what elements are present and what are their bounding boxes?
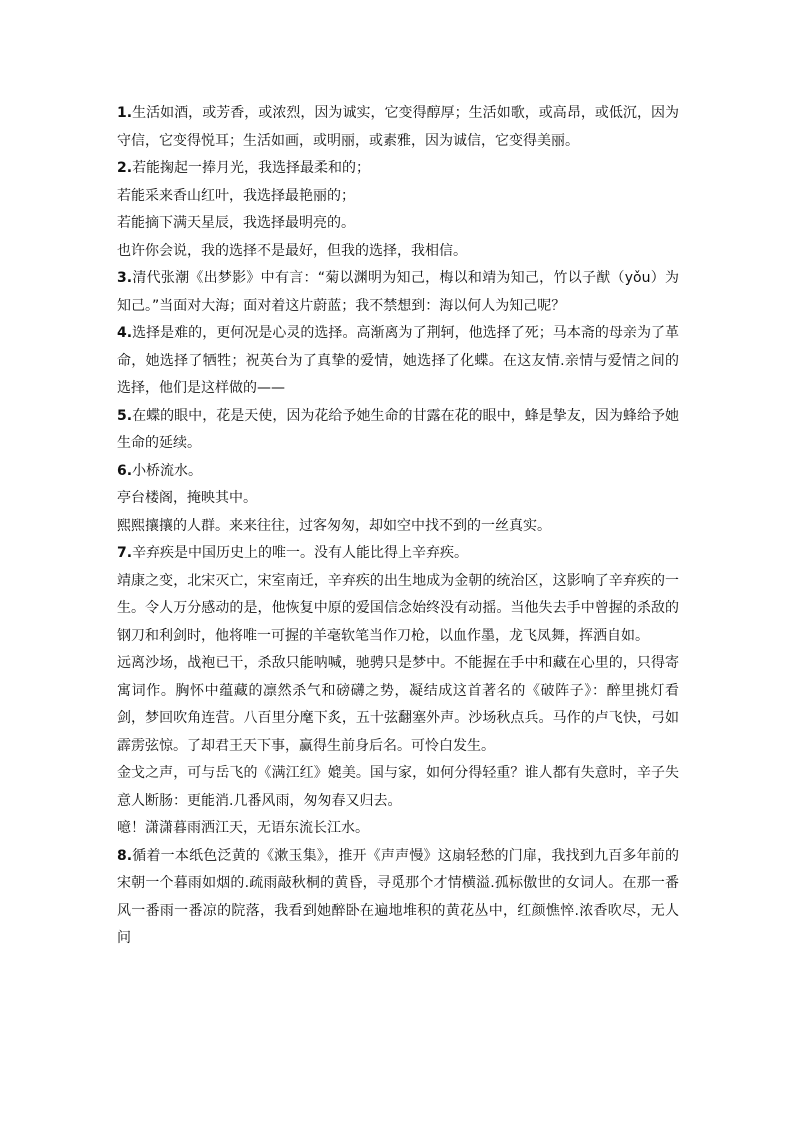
paragraph-text: 金戈之声，可与岳飞的《满江红》媲美。国与家，如何分得轻重？谁人都有失意时，辛子失意人断肠：更能消.几番风雨，匆匆春又归去。 [117, 765, 679, 809]
paragraph-7-body-4 [117, 815, 679, 843]
paragraph-5 [117, 403, 679, 458]
paragraph-6 [117, 458, 679, 486]
paragraph-7 [117, 540, 679, 568]
paragraph-number: 1. [117, 105, 133, 121]
paragraph-number: 5. [117, 407, 133, 424]
paragraph-text: 远离沙场，战袍已干，杀敌只能呐喊，驰骋只是梦中。不能握在手中和藏在心里的，只得寄寓词作。胸怀中蕴藏的凛然杀气和磅礴之势，凝结成这首著名的《破阵子》：醉里挑灯看剑，梦回吹角连营。八百里分麾下炙，五十弦翻塞外声。沙场秋点兵。马作的卢飞快，弓如霹雳弦惊。了却君王天下事，赢得生前身后名。可怜白发生。 [117, 655, 679, 754]
paragraph-text: 若能掬起一捧月光，我选择最柔和的； [132, 160, 371, 176]
paragraph-text: 若能采来香山红叶，我选择最艳丽的； [117, 187, 355, 204]
paragraph-7-body-2 [117, 650, 679, 760]
paragraph-number: 4. [117, 325, 133, 341]
paragraph-number: 8. [117, 847, 133, 864]
paragraph-1 [117, 100, 679, 155]
paragraph-number: 7. [117, 545, 133, 561]
document-page [117, 100, 679, 953]
paragraph-2-line-2 [117, 183, 679, 211]
paragraph-7-body-1 [117, 568, 679, 651]
paragraph-text: 循着一本纸色泛黄的《漱玉集》，推开《声声慢》这扇轻愁的门扉，我找到九百多年前的宋朝一个暮雨如烟的.疏雨敲秋桐的黄昏，寻觅那个才情横溢.孤标傲世的女词人。在那一番风一番雨一番凉的院落，我看到她醉卧在遍地堆积的黄花丛中，红颜憔悴.浓香吹尽，无人问 [117, 847, 679, 946]
paragraph-3 [117, 265, 679, 320]
paragraph-text: 清代张潮《出梦影》中有言：“菊以渊明为知己，梅以和靖为知己，竹以子猷（yǒu）为知己。”当面对大海；面对着这片蔚蓝；我不禁想到：海以何人为知己呢？ [117, 270, 679, 314]
paragraph-7-body-3 [117, 760, 679, 815]
paragraph-4 [117, 320, 679, 403]
paragraph-text: 生活如酒，或芳香，或浓烈，因为诚实，它变得醇厚；生活如歌，或高昂，或低沉，因为守信，它变得悦耳；生活如画，或明丽，或素雅，因为诚信，它变得美丽。 [117, 105, 679, 149]
paragraph-number: 2. [117, 160, 133, 176]
paragraph-number: 3. [117, 270, 133, 286]
paragraph-text: 若能摘下满天星辰，我选择最明亮的。 [117, 215, 355, 231]
paragraph-text: 熙熙攘攘的人群。来来往往，过客匆匆，却如空中找不到的一丝真实。 [117, 517, 551, 534]
paragraph-2-line-4 [117, 238, 679, 266]
paragraph-text: 小桥流水。 [132, 462, 203, 479]
paragraph-6-line-3 [117, 513, 679, 541]
paragraph-text: 靖康之变，北宋灭亡，宋室南迁，辛弃疾的出生地成为金朝的统治区，这影响了辛弃疾的一生。令人万分感动的是，他恢复中原的爱国信念始终没有动摇。当他失去手中曾握的杀敌的钢刀和利剑时，他将唯一可握的羊毫软笔当作刀枪，以血作墨，龙飞凤舞，挥洒自如。 [117, 572, 679, 644]
paragraph-8 [117, 843, 679, 953]
paragraph-text: 亭台楼阁，掩映其中。 [117, 490, 257, 506]
paragraph-2 [117, 155, 679, 183]
paragraph-text: 选择是难的，更何况是心灵的选择。高渐离为了荆轲，他选择了死；马本斋的母亲为了革命，她选择了牺牲；祝英台为了真挚的爱情，她选择了化蝶。在这友情.亲情与爱情之间的选择，他们是这样做的—— [117, 325, 679, 396]
paragraph-6-line-2 [117, 485, 679, 513]
paragraph-text: 也许你会说，我的选择不是最好，但我的选择，我相信。 [117, 242, 467, 259]
paragraph-2-line-3 [117, 210, 679, 238]
paragraph-text: 噫！潇潇暮雨洒江天，无语东流长江水。 [117, 820, 369, 836]
paragraph-number: 6. [117, 462, 133, 479]
paragraph-text: 辛弃疾是中国历史上的唯一。没有人能比得上辛弃疾。 [132, 545, 469, 561]
paragraph-text: 在蝶的眼中，花是天使，因为花给予她生命的甘露在花的眼中，蜂是挚友，因为蜂给予她生命的延续。 [117, 407, 679, 451]
